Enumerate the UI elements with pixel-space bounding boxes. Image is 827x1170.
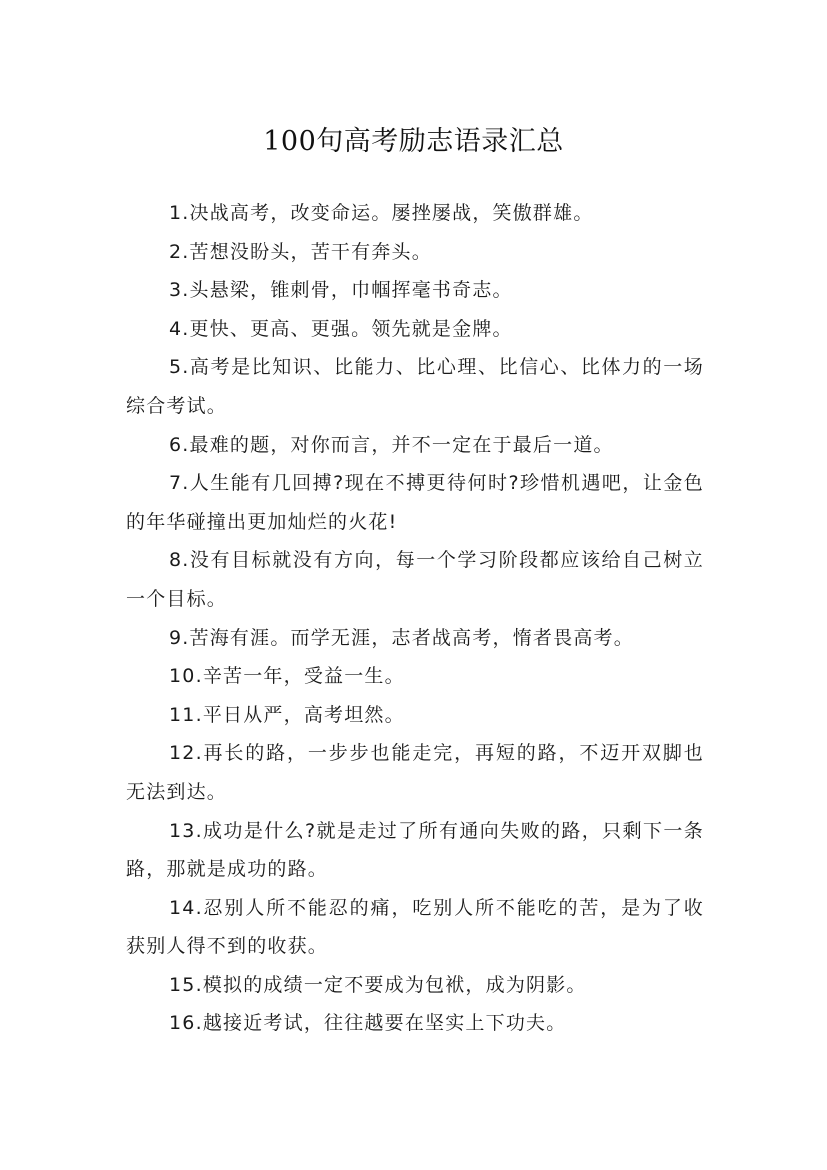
quote-item: 15.模拟的成绩一定不要成为包袱，成为阴影。 xyxy=(169,973,587,996)
quote-item: 7.人生能有几回搏?现在不搏更待何时?珍惜机遇吧，让金色的年华碰撞出更加灿烂的火花! xyxy=(126,472,704,533)
quote-item: 8.没有目标就没有方向，每一个学习阶段都应该给自己树立一个目标。 xyxy=(126,549,704,610)
quote-item: 3.头悬梁，锥刺骨，巾帼挥毫书奇志。 xyxy=(169,279,513,302)
document-title: 100句高考励志语录汇总 xyxy=(263,126,564,158)
quote-item: 10.辛苦一年，受益一生。 xyxy=(169,665,405,688)
quote-item: 2.苦想没盼头，苦干有奔头。 xyxy=(169,240,432,263)
quote-item: 11.平日从严，高考坦然。 xyxy=(169,703,405,726)
quote-item: 14.忍别人所不能忍的痛，吃别人所不能吃的苦，是为了收获别人得不到的收获。 xyxy=(126,896,704,958)
quote-item: 12.再长的路，一步步也能走完，再短的路，不迈开双脚也无法到达。 xyxy=(126,742,704,803)
quote-item: 13.成功是什么?就是走过了所有通向失败的路，只剩下一条路，那就是成功的路。 xyxy=(126,819,704,881)
quote-item: 16.越接近考试，往往越要在坚实上下功夫。 xyxy=(169,1012,567,1035)
quote-item: 5.高考是比知识、比能力、比心理、比信心、比体力的一场综合考试。 xyxy=(126,356,704,417)
quote-item: 9.苦海有涯。而学无涯，志者战高考，惰者畏高考。 xyxy=(169,626,634,649)
quote-item: 4.更快、更高、更强。领先就是金牌。 xyxy=(169,317,513,340)
quote-item: 1.决战高考，改变命运。屡挫屡战，笑傲群雄。 xyxy=(169,202,594,224)
quote-list xyxy=(126,194,704,1043)
quote-item: 6.最难的题，对你而言，并不一定在于最后一道。 xyxy=(169,433,614,456)
